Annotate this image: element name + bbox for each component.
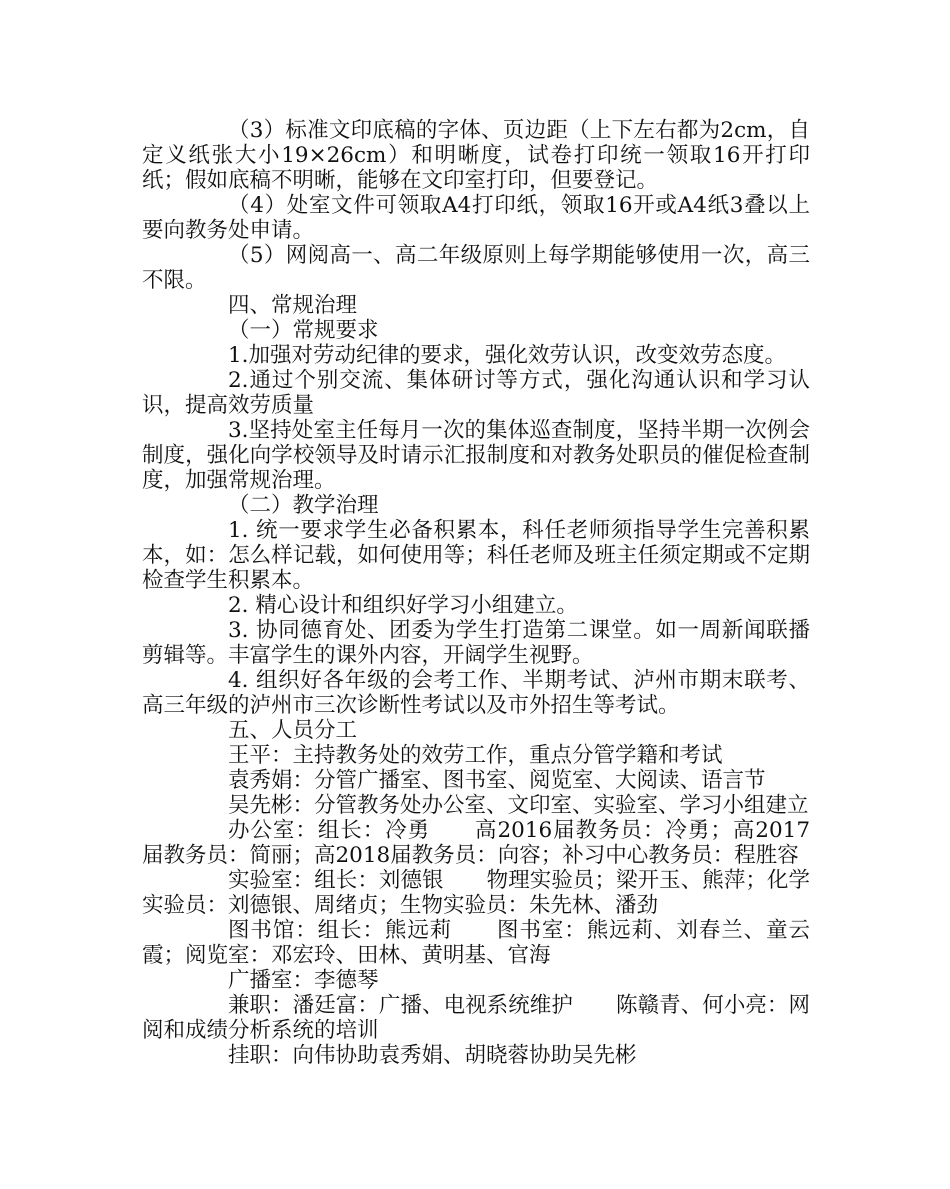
paragraph-teaching-2: 2. 精心设计和组织好学习小组建立。 [228, 593, 578, 618]
paragraph-print-standard: （3）标准文印底稿的字体、页边距（上下左右都为2cm，自定义纸张大小19×26cm）和明晰度，试卷打印统一领取16开打印纸；假如底稿不明晰，能够在文印室打印，但要登记。 [142, 118, 810, 193]
paragraph-part-time-staff: 兼职：潘廷富：广播、电视系统维护 陈赣青、何小亮：网阅和成绩分析系统的培训 [142, 993, 810, 1043]
paragraph-library-staff: 图书馆：组长：熊远莉 图书室：熊远莉、刘春兰、童云霞；阅览室：邓宏玲、田林、黄明基、官海 [142, 918, 810, 968]
paragraph-attached-staff: 挂职：向伟协助袁秀娟、胡晓蓉协助吴先彬 [228, 1043, 637, 1068]
paragraph-staff-wangping: 王平：主持教务处的效劳工作，重点分管学籍和考试 [228, 743, 723, 768]
paragraph-lab-staff: 实验室：组长：刘德银 物理实验员；梁开玉、熊萍；化学实验员：刘德银、周绪贞；生物实验员：朱先林、潘劲 [142, 868, 810, 918]
paragraph-online-marking: （5）网阅高一、高二年级原则上每学期能够使用一次，高三不限。 [142, 243, 810, 293]
document-body [142, 118, 810, 1068]
section-heading-staff-division: 五、人员分工 [228, 718, 358, 743]
paragraph-routine-1: 1.加强对劳动纪律的要求，强化效劳认识，改变效劳态度。 [228, 343, 787, 368]
section-heading-routine-management: 四、常规治理 [228, 293, 358, 318]
paragraph-office-staff: 办公室：组长：冷勇 高2016届教务员：冷勇；高2017届教务员：简丽；高2018届教务员：向容；补习中心教务员：程胜容 [142, 818, 810, 868]
subsection-heading-teaching-management: （二）教学治理 [228, 493, 379, 518]
paragraph-routine-3: 3.坚持处室主任每月一次的集体巡查制度，坚持半期一次例会制度，强化向学校领导及时请示汇报制度和对教务处职员的催促检查制度，加强常规治理。 [142, 418, 810, 493]
paragraph-routine-2: 2.通过个别交流、集体研讨等方式，强化沟通认识和学习认识，提高效劳质量 [142, 368, 810, 418]
paragraph-teaching-1: 1. 统一要求学生必备积累本，科任老师须指导学生完善积累本，如：怎么样记载，如何使用等；科任老师及班主任须定期或不定期检查学生积累本。 [142, 518, 810, 593]
paragraph-broadcast-staff: 广播室：李德琴 [228, 968, 379, 993]
paragraph-teaching-3: 3. 协同德育处、团委为学生打造第二课堂。如一周新闻联播剪辑等。丰富学生的课外内容，开阔学生视野。 [142, 618, 810, 668]
paragraph-staff-wuxianbin: 吴先彬：分管教务处办公室、文印室、实验室、学习小组建立 [228, 793, 809, 818]
subsection-heading-routine-requirements: （一）常规要求 [228, 318, 379, 343]
paragraph-teaching-4: 4. 组织好各年级的会考工作、半期考试、泸州市期末联考、高三年级的泸州市三次诊断性考试以及市外招生等考试。 [142, 668, 810, 718]
paragraph-office-paper: （4）处室文件可领取A4打印纸，领取16开或A4纸3叠以上要向教务处申请。 [142, 193, 810, 243]
paragraph-staff-yuanxiujuan: 袁秀娟：分管广播室、图书室、阅览室、大阅读、语言节 [228, 768, 766, 793]
